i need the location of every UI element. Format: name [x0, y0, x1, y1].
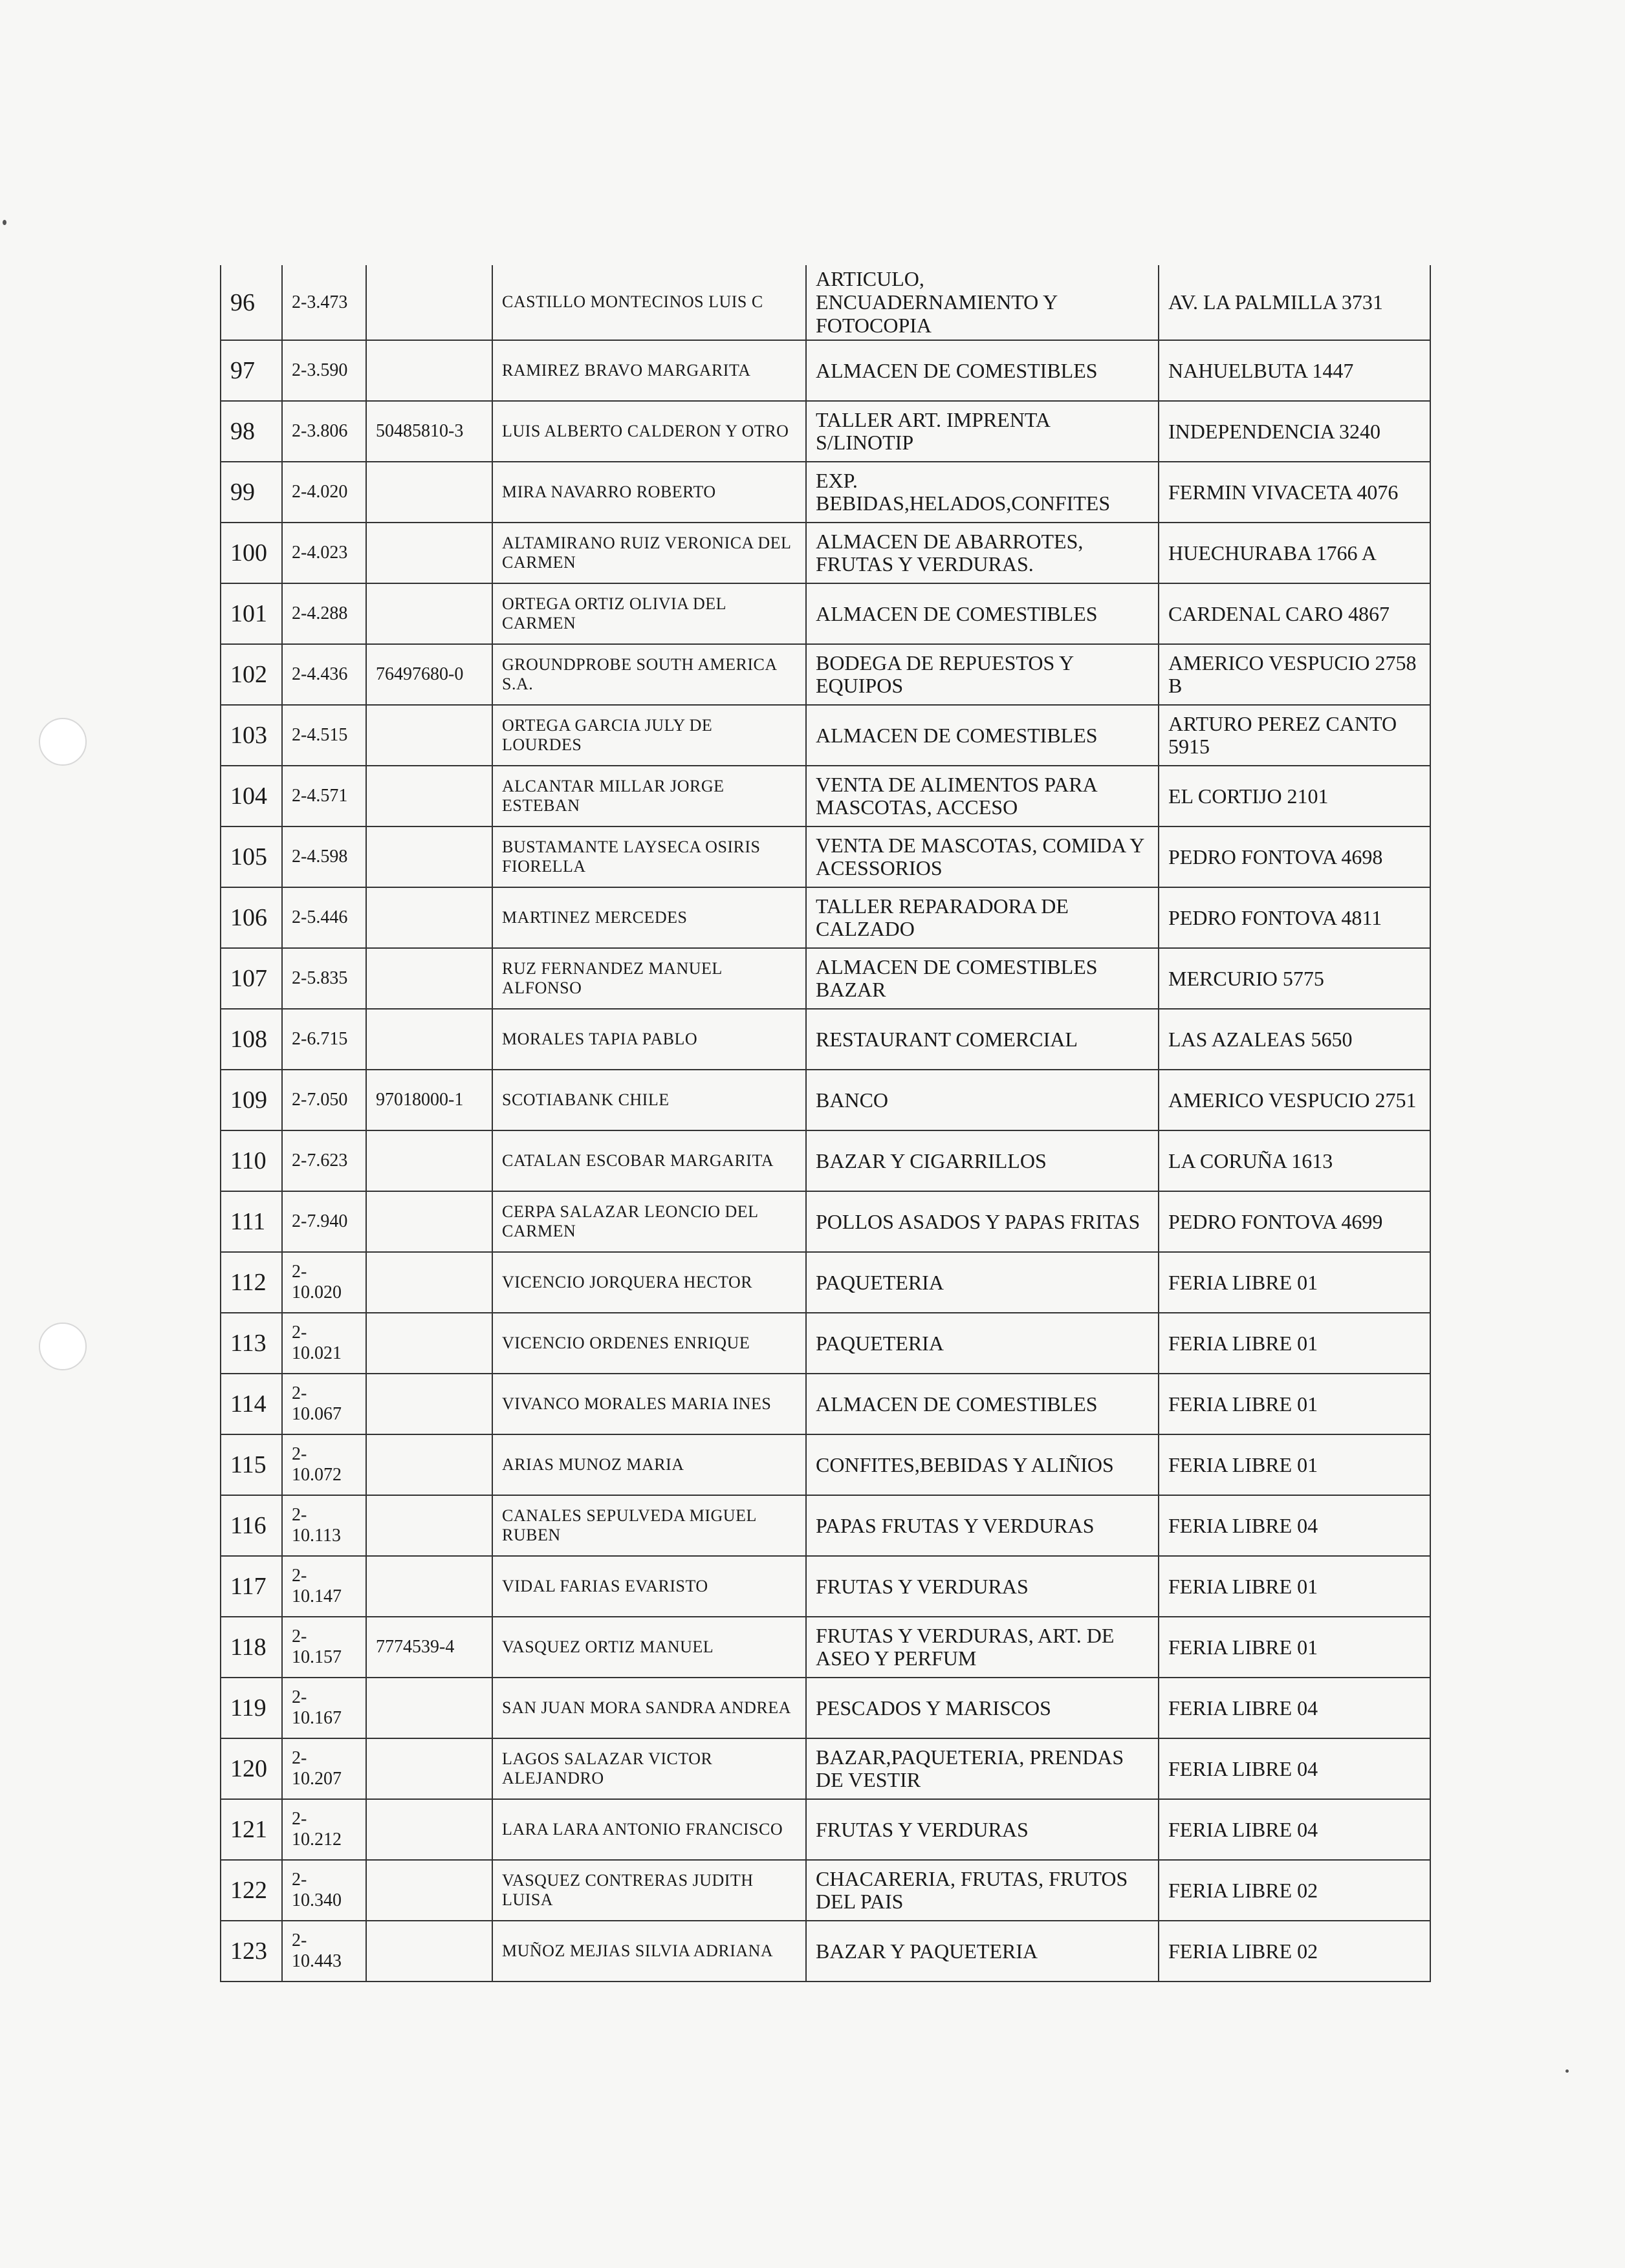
- business-address-cell: FERIA LIBRE 04: [1159, 1738, 1430, 1799]
- table-row: [221, 1617, 1430, 1678]
- rut-number-cell: [366, 826, 492, 887]
- owner-name-cell: ALCANTAR MILLAR JORGE ESTEBAN: [492, 766, 806, 826]
- business-address-cell: FERIA LIBRE 01: [1159, 1434, 1430, 1495]
- row-number-cell: 114: [221, 1374, 282, 1434]
- business-activity-cell: BAZAR Y PAQUETERIA: [806, 1921, 1159, 1982]
- rut-number-cell: [366, 1374, 492, 1434]
- patent-code-cell: 2-5.835: [282, 948, 366, 1009]
- rut-number-cell: [366, 462, 492, 523]
- table-row: [221, 1860, 1430, 1921]
- patent-code-cell: 2-4.515: [282, 705, 366, 766]
- business-activity-cell: EXP. BEBIDAS,HELADOS,CONFITES: [806, 462, 1159, 523]
- business-address-cell: FERIA LIBRE 04: [1159, 1678, 1430, 1738]
- business-activity-cell: ALMACEN DE COMESTIBLES: [806, 1374, 1159, 1434]
- patent-code-cell: 2- 10.021: [282, 1313, 366, 1374]
- scan-speck: [1565, 2069, 1569, 2073]
- owner-name-cell: SAN JUAN MORA SANDRA ANDREA: [492, 1678, 806, 1738]
- row-number-cell: 121: [221, 1799, 282, 1860]
- rut-number-cell: [366, 1130, 492, 1191]
- table-row: [221, 887, 1430, 948]
- table-row: [221, 340, 1430, 401]
- business-activity-cell: BANCO: [806, 1070, 1159, 1130]
- owner-name-cell: LARA LARA ANTONIO FRANCISCO: [492, 1799, 806, 1860]
- business-address-cell: CARDENAL CARO 4867: [1159, 583, 1430, 644]
- business-address-cell: FERIA LIBRE 04: [1159, 1799, 1430, 1860]
- row-number-cell: 97: [221, 340, 282, 401]
- business-activity-cell: PAQUETERIA: [806, 1252, 1159, 1313]
- table-row: [221, 1009, 1430, 1070]
- business-address-cell: PEDRO FONTOVA 4698: [1159, 826, 1430, 887]
- rut-number-cell: [366, 1495, 492, 1556]
- business-address-cell: LA CORUÑA 1613: [1159, 1130, 1430, 1191]
- row-number-cell: 113: [221, 1313, 282, 1374]
- table-row: [221, 1738, 1430, 1799]
- business-activity-cell: TALLER ART. IMPRENTA S/LINOTIP: [806, 401, 1159, 462]
- business-activity-cell: ALMACEN DE COMESTIBLES: [806, 705, 1159, 766]
- owner-name-cell: VIDAL FARIAS EVARISTO: [492, 1556, 806, 1617]
- row-number-cell: 110: [221, 1130, 282, 1191]
- table-row: [221, 1799, 1430, 1860]
- patent-code-cell: 2-4.288: [282, 583, 366, 644]
- table-row: [221, 1313, 1430, 1374]
- business-address-cell: FERIA LIBRE 01: [1159, 1617, 1430, 1678]
- rut-number-cell: [366, 887, 492, 948]
- table-row: [221, 766, 1430, 826]
- owner-name-cell: MUÑOZ MEJIAS SILVIA ADRIANA: [492, 1921, 806, 1982]
- row-number-cell: 102: [221, 644, 282, 705]
- business-activity-cell: ALMACEN DE COMESTIBLES BAZAR: [806, 948, 1159, 1009]
- row-number-cell: 103: [221, 705, 282, 766]
- patent-code-cell: 2-5.446: [282, 887, 366, 948]
- owner-name-cell: SCOTIABANK CHILE: [492, 1070, 806, 1130]
- row-number-cell: 108: [221, 1009, 282, 1070]
- rut-number-cell: [366, 1860, 492, 1921]
- business-address-cell: HUECHURABA 1766 A: [1159, 523, 1430, 583]
- rut-number-cell: [366, 340, 492, 401]
- table-row: [221, 705, 1430, 766]
- table-row: [221, 583, 1430, 644]
- patent-code-cell: 2-4.020: [282, 462, 366, 523]
- owner-name-cell: RAMIREZ BRAVO MARGARITA: [492, 340, 806, 401]
- business-address-cell: AMERICO VESPUCIO 2758 B: [1159, 644, 1430, 705]
- business-activity-cell: ALMACEN DE ABARROTES, FRUTAS Y VERDURAS.: [806, 523, 1159, 583]
- business-address-cell: MERCURIO 5775: [1159, 948, 1430, 1009]
- row-number-cell: 105: [221, 826, 282, 887]
- business-address-cell: NAHUELBUTA 1447: [1159, 340, 1430, 401]
- table-row: [221, 948, 1430, 1009]
- owner-name-cell: ORTEGA ORTIZ OLIVIA DEL CARMEN: [492, 583, 806, 644]
- table-row: [221, 1678, 1430, 1738]
- owner-name-cell: VASQUEZ CONTRERAS JUDITH LUISA: [492, 1860, 806, 1921]
- business-address-cell: FERIA LIBRE 01: [1159, 1556, 1430, 1617]
- business-address-cell: LAS AZALEAS 5650: [1159, 1009, 1430, 1070]
- business-activity-cell: VENTA DE MASCOTAS, COMIDA Y ACESSORIOS: [806, 826, 1159, 887]
- business-activity-cell: TALLER REPARADORA DE CALZADO: [806, 887, 1159, 948]
- table-row: [221, 1556, 1430, 1617]
- business-activity-cell: CONFITES,BEBIDAS Y ALIÑIOS: [806, 1434, 1159, 1495]
- rut-number-cell: 7774539-4: [366, 1617, 492, 1678]
- row-number-cell: 107: [221, 948, 282, 1009]
- rut-number-cell: [366, 1313, 492, 1374]
- row-number-cell: 111: [221, 1191, 282, 1252]
- rut-number-cell: 50485810-3: [366, 401, 492, 462]
- patent-code-cell: 2- 10.157: [282, 1617, 366, 1678]
- table-row: [221, 523, 1430, 583]
- business-address-cell: PEDRO FONTOVA 4699: [1159, 1191, 1430, 1252]
- rut-number-cell: [366, 523, 492, 583]
- row-number-cell: 123: [221, 1921, 282, 1982]
- table-row: [221, 1434, 1430, 1495]
- rut-number-cell: [366, 766, 492, 826]
- patent-code-cell: 2-4.436: [282, 644, 366, 705]
- rut-number-cell: [366, 265, 492, 340]
- table-row: [221, 644, 1430, 705]
- patent-code-cell: 2- 10.147: [282, 1556, 366, 1617]
- row-number-cell: 96: [221, 265, 282, 340]
- business-address-cell: INDEPENDENCIA 3240: [1159, 401, 1430, 462]
- patent-code-cell: 2-7.050: [282, 1070, 366, 1130]
- business-activity-cell: BODEGA DE REPUESTOS Y EQUIPOS: [806, 644, 1159, 705]
- table-row: [221, 462, 1430, 523]
- owner-name-cell: ALTAMIRANO RUIZ VERONICA DEL CARMEN: [492, 523, 806, 583]
- patent-code-cell: 2-7.623: [282, 1130, 366, 1191]
- business-activity-cell: PAPAS FRUTAS Y VERDURAS: [806, 1495, 1159, 1556]
- table-body: [221, 265, 1430, 1982]
- owner-name-cell: ARIAS MUNOZ MARIA: [492, 1434, 806, 1495]
- row-number-cell: 122: [221, 1860, 282, 1921]
- patent-code-cell: 2-6.715: [282, 1009, 366, 1070]
- owner-name-cell: LUIS ALBERTO CALDERON Y OTRO: [492, 401, 806, 462]
- owner-name-cell: GROUNDPROBE SOUTH AMERICA S.A.: [492, 644, 806, 705]
- patent-code-cell: 2- 10.212: [282, 1799, 366, 1860]
- owner-name-cell: VASQUEZ ORTIZ MANUEL: [492, 1617, 806, 1678]
- rut-number-cell: [366, 1738, 492, 1799]
- business-address-cell: FERIA LIBRE 04: [1159, 1495, 1430, 1556]
- table-row: [221, 1070, 1430, 1130]
- rut-number-cell: [366, 1678, 492, 1738]
- patent-code-cell: 2- 10.113: [282, 1495, 366, 1556]
- business-activity-cell: ALMACEN DE COMESTIBLES: [806, 340, 1159, 401]
- patent-code-cell: 2-3.806: [282, 401, 366, 462]
- owner-name-cell: CASTILLO MONTECINOS LUIS C: [492, 265, 806, 340]
- patent-code-cell: 2- 10.443: [282, 1921, 366, 1982]
- owner-name-cell: CATALAN ESCOBAR MARGARITA: [492, 1130, 806, 1191]
- table-row: [221, 1252, 1430, 1313]
- business-activity-cell: FRUTAS Y VERDURAS, ART. DE ASEO Y PERFUM: [806, 1617, 1159, 1678]
- business-address-cell: FERIA LIBRE 02: [1159, 1860, 1430, 1921]
- business-activity-cell: FRUTAS Y VERDURAS: [806, 1556, 1159, 1617]
- rut-number-cell: [366, 705, 492, 766]
- rut-number-cell: 76497680-0: [366, 644, 492, 705]
- table-row: [221, 826, 1430, 887]
- patent-code-cell: 2-4.598: [282, 826, 366, 887]
- business-address-cell: FERIA LIBRE 02: [1159, 1921, 1430, 1982]
- business-activity-cell: PAQUETERIA: [806, 1313, 1159, 1374]
- rut-number-cell: [366, 583, 492, 644]
- scan-speck: [3, 220, 6, 225]
- patent-code-cell: 2-7.940: [282, 1191, 366, 1252]
- owner-name-cell: CANALES SEPULVEDA MIGUEL RUBEN: [492, 1495, 806, 1556]
- table-row: [221, 1495, 1430, 1556]
- owner-name-cell: MORALES TAPIA PABLO: [492, 1009, 806, 1070]
- owner-name-cell: LAGOS SALAZAR VICTOR ALEJANDRO: [492, 1738, 806, 1799]
- business-address-cell: AV. LA PALMILLA 3731: [1159, 265, 1430, 340]
- business-activity-cell: BAZAR,PAQUETERIA, PRENDAS DE VESTIR: [806, 1738, 1159, 1799]
- rut-number-cell: [366, 1009, 492, 1070]
- business-address-cell: FERIA LIBRE 01: [1159, 1313, 1430, 1374]
- business-address-cell: AMERICO VESPUCIO 2751: [1159, 1070, 1430, 1130]
- business-activity-cell: ALMACEN DE COMESTIBLES: [806, 583, 1159, 644]
- row-number-cell: 98: [221, 401, 282, 462]
- patent-code-cell: 2-3.473: [282, 265, 366, 340]
- punch-hole: [39, 718, 87, 766]
- patent-code-cell: 2- 10.072: [282, 1434, 366, 1495]
- business-activity-cell: RESTAURANT COMERCIAL: [806, 1009, 1159, 1070]
- row-number-cell: 109: [221, 1070, 282, 1130]
- business-activity-cell: VENTA DE ALIMENTOS PARA MASCOTAS, ACCESO: [806, 766, 1159, 826]
- row-number-cell: 101: [221, 583, 282, 644]
- rut-number-cell: [366, 1252, 492, 1313]
- row-number-cell: 118: [221, 1617, 282, 1678]
- rut-number-cell: [366, 1921, 492, 1982]
- row-number-cell: 115: [221, 1434, 282, 1495]
- patent-code-cell: 2-4.571: [282, 766, 366, 826]
- patent-code-cell: 2- 10.207: [282, 1738, 366, 1799]
- row-number-cell: 117: [221, 1556, 282, 1617]
- patent-code-cell: 2-3.590: [282, 340, 366, 401]
- owner-name-cell: ORTEGA GARCIA JULY DE LOURDES: [492, 705, 806, 766]
- business-register-table: [220, 265, 1431, 1982]
- owner-name-cell: BUSTAMANTE LAYSECA OSIRIS FIORELLA: [492, 826, 806, 887]
- owner-name-cell: VIVANCO MORALES MARIA INES: [492, 1374, 806, 1434]
- row-number-cell: 112: [221, 1252, 282, 1313]
- business-address-cell: FERMIN VIVACETA 4076: [1159, 462, 1430, 523]
- patent-code-cell: 2-4.023: [282, 523, 366, 583]
- business-activity-cell: BAZAR Y CIGARRILLOS: [806, 1130, 1159, 1191]
- owner-name-cell: MIRA NAVARRO ROBERTO: [492, 462, 806, 523]
- row-number-cell: 116: [221, 1495, 282, 1556]
- business-address-cell: FERIA LIBRE 01: [1159, 1374, 1430, 1434]
- table-row: [221, 1921, 1430, 1982]
- patent-code-cell: 2- 10.067: [282, 1374, 366, 1434]
- patent-code-cell: 2- 10.340: [282, 1860, 366, 1921]
- row-number-cell: 99: [221, 462, 282, 523]
- table-row: [221, 265, 1430, 340]
- rut-number-cell: 97018000-1: [366, 1070, 492, 1130]
- rut-number-cell: [366, 1191, 492, 1252]
- rut-number-cell: [366, 948, 492, 1009]
- owner-name-cell: RUZ FERNANDEZ MANUEL ALFONSO: [492, 948, 806, 1009]
- business-activity-cell: PESCADOS Y MARISCOS: [806, 1678, 1159, 1738]
- table-row: [221, 1130, 1430, 1191]
- rut-number-cell: [366, 1799, 492, 1860]
- business-address-cell: EL CORTIJO 2101: [1159, 766, 1430, 826]
- business-activity-cell: FRUTAS Y VERDURAS: [806, 1799, 1159, 1860]
- patent-code-cell: 2- 10.020: [282, 1252, 366, 1313]
- row-number-cell: 120: [221, 1738, 282, 1799]
- table-row: [221, 1191, 1430, 1252]
- owner-name-cell: MARTINEZ MERCEDES: [492, 887, 806, 948]
- business-address-cell: PEDRO FONTOVA 4811: [1159, 887, 1430, 948]
- row-number-cell: 100: [221, 523, 282, 583]
- row-number-cell: 119: [221, 1678, 282, 1738]
- business-address-cell: FERIA LIBRE 01: [1159, 1252, 1430, 1313]
- rut-number-cell: [366, 1556, 492, 1617]
- business-activity-cell: POLLOS ASADOS Y PAPAS FRITAS: [806, 1191, 1159, 1252]
- owner-name-cell: CERPA SALAZAR LEONCIO DEL CARMEN: [492, 1191, 806, 1252]
- punch-hole: [39, 1323, 87, 1370]
- owner-name-cell: VICENCIO ORDENES ENRIQUE: [492, 1313, 806, 1374]
- business-activity-cell: ARTICULO, ENCUADERNAMIENTO Y FOTOCOPIA: [806, 265, 1159, 340]
- rut-number-cell: [366, 1434, 492, 1495]
- patent-code-cell: 2- 10.167: [282, 1678, 366, 1738]
- business-address-cell: ARTURO PEREZ CANTO 5915: [1159, 705, 1430, 766]
- row-number-cell: 104: [221, 766, 282, 826]
- owner-name-cell: VICENCIO JORQUERA HECTOR: [492, 1252, 806, 1313]
- row-number-cell: 106: [221, 887, 282, 948]
- table-row: [221, 401, 1430, 462]
- business-activity-cell: CHACARERIA, FRUTAS, FRUTOS DEL PAIS: [806, 1860, 1159, 1921]
- table-row: [221, 1374, 1430, 1434]
